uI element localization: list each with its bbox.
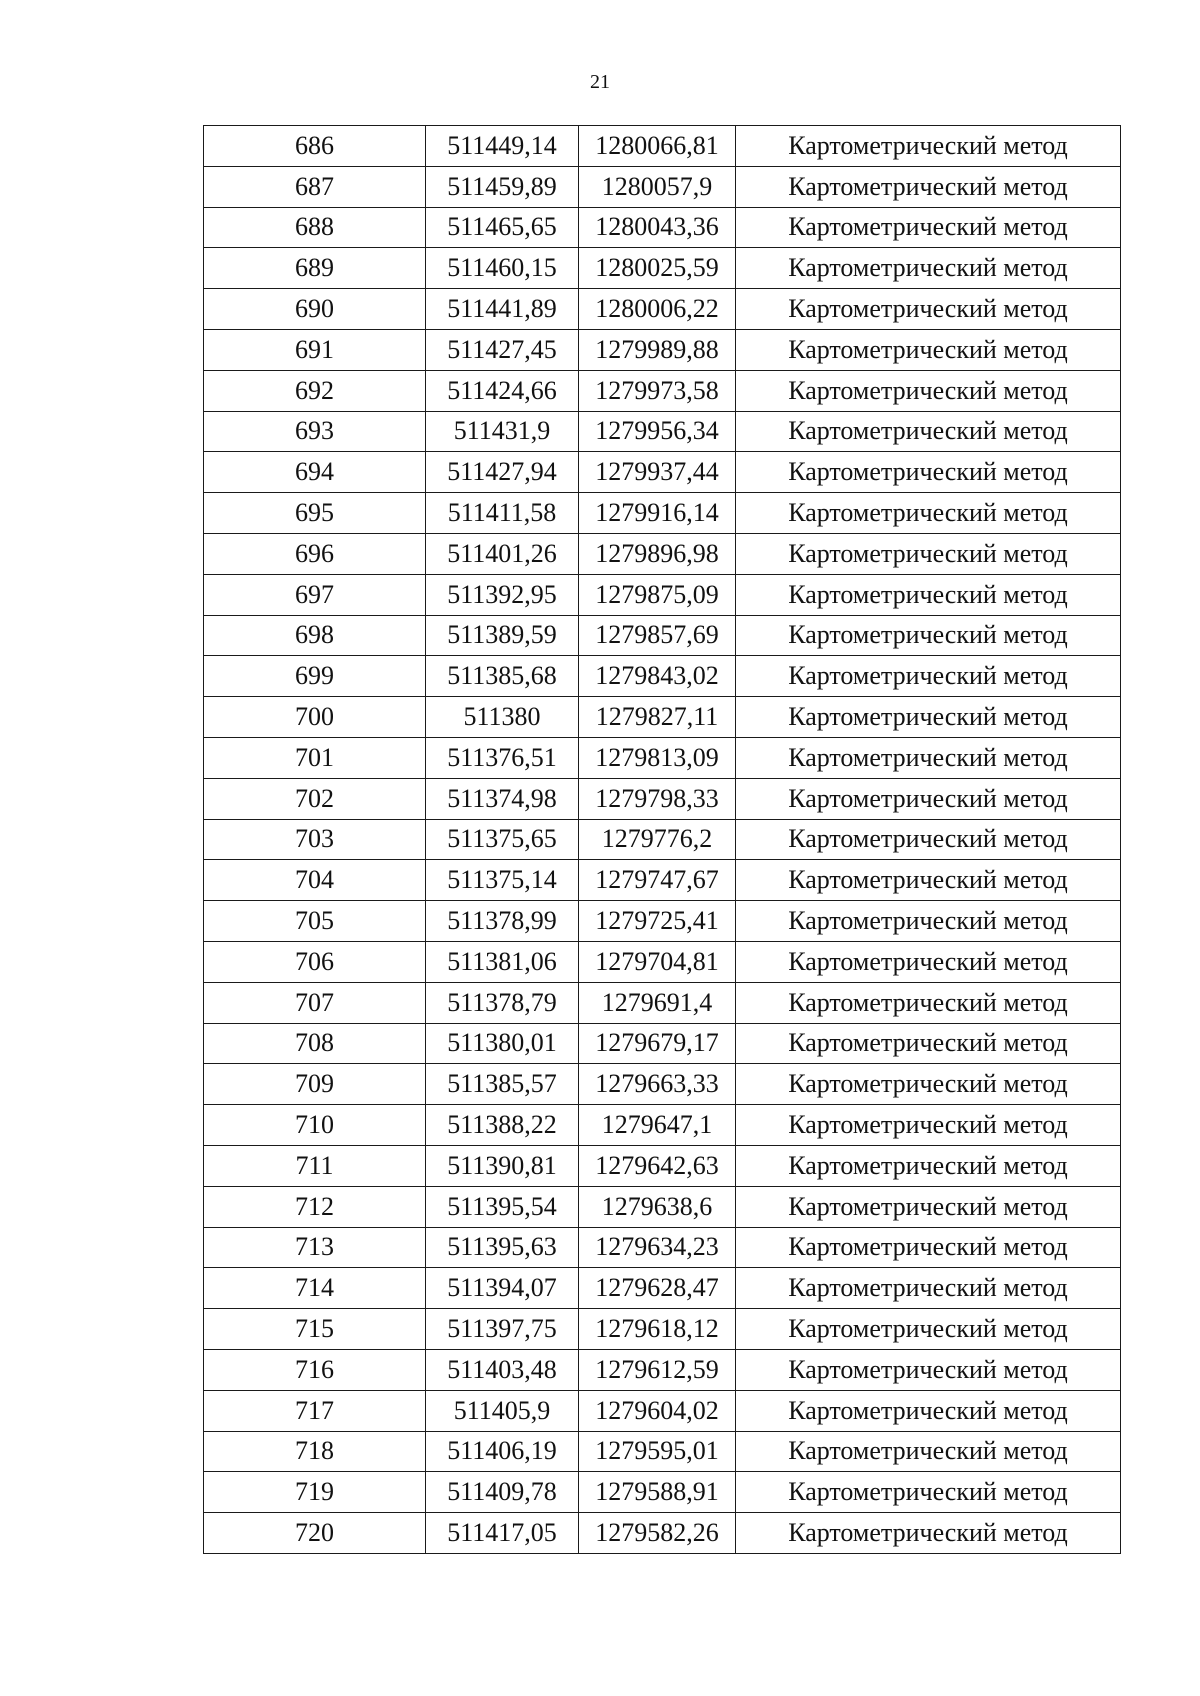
x-coordinate-cell: 511380,01 bbox=[426, 1023, 579, 1064]
table-row bbox=[204, 411, 1121, 452]
y-coordinate-cell: 1279638,6 bbox=[579, 1186, 736, 1227]
table-row bbox=[204, 1064, 1121, 1105]
table-row bbox=[204, 1227, 1121, 1268]
table-row bbox=[204, 1023, 1121, 1064]
x-coordinate-cell: 511394,07 bbox=[426, 1268, 579, 1309]
x-coordinate-cell: 511405,9 bbox=[426, 1390, 579, 1431]
point-number-cell: 709 bbox=[204, 1064, 426, 1105]
table-row bbox=[204, 126, 1121, 167]
point-number-cell: 688 bbox=[204, 207, 426, 248]
x-coordinate-cell: 511378,99 bbox=[426, 901, 579, 942]
table-row bbox=[204, 574, 1121, 615]
coordinates-table bbox=[203, 125, 1121, 1554]
method-cell: Картометрический метод bbox=[736, 1431, 1121, 1472]
y-coordinate-cell: 1279875,09 bbox=[579, 574, 736, 615]
x-coordinate-cell: 511395,63 bbox=[426, 1227, 579, 1268]
table-row bbox=[204, 1513, 1121, 1554]
x-coordinate-cell: 511441,89 bbox=[426, 289, 579, 330]
y-coordinate-cell: 1279798,33 bbox=[579, 778, 736, 819]
x-coordinate-cell: 511427,45 bbox=[426, 329, 579, 370]
point-number-cell: 714 bbox=[204, 1268, 426, 1309]
method-cell: Картометрический метод bbox=[736, 860, 1121, 901]
method-cell: Картометрический метод bbox=[736, 329, 1121, 370]
x-coordinate-cell: 511409,78 bbox=[426, 1472, 579, 1513]
point-number-cell: 700 bbox=[204, 697, 426, 738]
y-coordinate-cell: 1279896,98 bbox=[579, 533, 736, 574]
table-row bbox=[204, 819, 1121, 860]
y-coordinate-cell: 1280025,59 bbox=[579, 248, 736, 289]
point-number-cell: 717 bbox=[204, 1390, 426, 1431]
table-row bbox=[204, 329, 1121, 370]
table-row bbox=[204, 1349, 1121, 1390]
x-coordinate-cell: 511431,9 bbox=[426, 411, 579, 452]
point-number-cell: 716 bbox=[204, 1349, 426, 1390]
method-cell: Картометрический метод bbox=[736, 1513, 1121, 1554]
point-number-cell: 715 bbox=[204, 1309, 426, 1350]
method-cell: Картометрический метод bbox=[736, 1186, 1121, 1227]
y-coordinate-cell: 1279612,59 bbox=[579, 1349, 736, 1390]
method-cell: Картометрический метод bbox=[736, 1309, 1121, 1350]
point-number-cell: 704 bbox=[204, 860, 426, 901]
method-cell: Картометрический метод bbox=[736, 574, 1121, 615]
y-coordinate-cell: 1279776,2 bbox=[579, 819, 736, 860]
method-cell: Картометрический метод bbox=[736, 1064, 1121, 1105]
point-number-cell: 691 bbox=[204, 329, 426, 370]
x-coordinate-cell: 511385,68 bbox=[426, 656, 579, 697]
page-number: 21 bbox=[590, 71, 610, 93]
point-number-cell: 696 bbox=[204, 533, 426, 574]
x-coordinate-cell: 511381,06 bbox=[426, 941, 579, 982]
x-coordinate-cell: 511376,51 bbox=[426, 737, 579, 778]
method-cell: Картометрический метод bbox=[736, 737, 1121, 778]
x-coordinate-cell: 511406,19 bbox=[426, 1431, 579, 1472]
y-coordinate-cell: 1279582,26 bbox=[579, 1513, 736, 1554]
y-coordinate-cell: 1279628,47 bbox=[579, 1268, 736, 1309]
y-coordinate-cell: 1279725,41 bbox=[579, 901, 736, 942]
point-number-cell: 698 bbox=[204, 615, 426, 656]
table-row bbox=[204, 778, 1121, 819]
point-number-cell: 695 bbox=[204, 493, 426, 534]
method-cell: Картометрический метод bbox=[736, 411, 1121, 452]
table-row bbox=[204, 207, 1121, 248]
method-cell: Картометрический метод bbox=[736, 248, 1121, 289]
table-row bbox=[204, 615, 1121, 656]
x-coordinate-cell: 511403,48 bbox=[426, 1349, 579, 1390]
x-coordinate-cell: 511374,98 bbox=[426, 778, 579, 819]
y-coordinate-cell: 1280066,81 bbox=[579, 126, 736, 167]
table-row bbox=[204, 1472, 1121, 1513]
point-number-cell: 686 bbox=[204, 126, 426, 167]
point-number-cell: 701 bbox=[204, 737, 426, 778]
method-cell: Картометрический метод bbox=[736, 207, 1121, 248]
y-coordinate-cell: 1279634,23 bbox=[579, 1227, 736, 1268]
point-number-cell: 718 bbox=[204, 1431, 426, 1472]
method-cell: Картометрический метод bbox=[736, 697, 1121, 738]
y-coordinate-cell: 1279704,81 bbox=[579, 941, 736, 982]
method-cell: Картометрический метод bbox=[736, 941, 1121, 982]
table-row bbox=[204, 1105, 1121, 1146]
method-cell: Картометрический метод bbox=[736, 1227, 1121, 1268]
method-cell: Картометрический метод bbox=[736, 778, 1121, 819]
point-number-cell: 687 bbox=[204, 166, 426, 207]
x-coordinate-cell: 511380 bbox=[426, 697, 579, 738]
method-cell: Картометрический метод bbox=[736, 370, 1121, 411]
y-coordinate-cell: 1279827,11 bbox=[579, 697, 736, 738]
point-number-cell: 710 bbox=[204, 1105, 426, 1146]
point-number-cell: 697 bbox=[204, 574, 426, 615]
point-number-cell: 706 bbox=[204, 941, 426, 982]
point-number-cell: 719 bbox=[204, 1472, 426, 1513]
y-coordinate-cell: 1279747,67 bbox=[579, 860, 736, 901]
method-cell: Картометрический метод bbox=[736, 615, 1121, 656]
x-coordinate-cell: 511427,94 bbox=[426, 452, 579, 493]
method-cell: Картометрический метод bbox=[736, 819, 1121, 860]
y-coordinate-cell: 1280006,22 bbox=[579, 289, 736, 330]
method-cell: Картометрический метод bbox=[736, 533, 1121, 574]
method-cell: Картометрический метод bbox=[736, 1023, 1121, 1064]
method-cell: Картометрический метод bbox=[736, 656, 1121, 697]
method-cell: Картометрический метод bbox=[736, 452, 1121, 493]
y-coordinate-cell: 1279588,91 bbox=[579, 1472, 736, 1513]
x-coordinate-cell: 511375,14 bbox=[426, 860, 579, 901]
point-number-cell: 689 bbox=[204, 248, 426, 289]
point-number-cell: 711 bbox=[204, 1145, 426, 1186]
x-coordinate-cell: 511460,15 bbox=[426, 248, 579, 289]
table-row bbox=[204, 1268, 1121, 1309]
point-number-cell: 713 bbox=[204, 1227, 426, 1268]
point-number-cell: 690 bbox=[204, 289, 426, 330]
x-coordinate-cell: 511385,57 bbox=[426, 1064, 579, 1105]
table-row bbox=[204, 166, 1121, 207]
table-row bbox=[204, 860, 1121, 901]
x-coordinate-cell: 511459,89 bbox=[426, 166, 579, 207]
y-coordinate-cell: 1279973,58 bbox=[579, 370, 736, 411]
table-row bbox=[204, 1186, 1121, 1227]
point-number-cell: 707 bbox=[204, 982, 426, 1023]
y-coordinate-cell: 1279604,02 bbox=[579, 1390, 736, 1431]
method-cell: Картометрический метод bbox=[736, 493, 1121, 534]
table-row bbox=[204, 289, 1121, 330]
y-coordinate-cell: 1279663,33 bbox=[579, 1064, 736, 1105]
table-row bbox=[204, 1431, 1121, 1472]
table-row bbox=[204, 982, 1121, 1023]
x-coordinate-cell: 511411,58 bbox=[426, 493, 579, 534]
table-row bbox=[204, 901, 1121, 942]
y-coordinate-cell: 1279843,02 bbox=[579, 656, 736, 697]
method-cell: Картометрический метод bbox=[736, 1472, 1121, 1513]
x-coordinate-cell: 511465,65 bbox=[426, 207, 579, 248]
method-cell: Картометрический метод bbox=[736, 1390, 1121, 1431]
y-coordinate-cell: 1279956,34 bbox=[579, 411, 736, 452]
y-coordinate-cell: 1280057,9 bbox=[579, 166, 736, 207]
x-coordinate-cell: 511417,05 bbox=[426, 1513, 579, 1554]
table-row bbox=[204, 656, 1121, 697]
point-number-cell: 720 bbox=[204, 1513, 426, 1554]
x-coordinate-cell: 511395,54 bbox=[426, 1186, 579, 1227]
point-number-cell: 708 bbox=[204, 1023, 426, 1064]
table-row bbox=[204, 533, 1121, 574]
method-cell: Картометрический метод bbox=[736, 1268, 1121, 1309]
y-coordinate-cell: 1279595,01 bbox=[579, 1431, 736, 1472]
x-coordinate-cell: 511424,66 bbox=[426, 370, 579, 411]
x-coordinate-cell: 511375,65 bbox=[426, 819, 579, 860]
x-coordinate-cell: 511388,22 bbox=[426, 1105, 579, 1146]
table-row bbox=[204, 370, 1121, 411]
x-coordinate-cell: 511397,75 bbox=[426, 1309, 579, 1350]
y-coordinate-cell: 1279618,12 bbox=[579, 1309, 736, 1350]
method-cell: Картометрический метод bbox=[736, 166, 1121, 207]
x-coordinate-cell: 511449,14 bbox=[426, 126, 579, 167]
coordinates-table-body bbox=[204, 126, 1121, 1554]
table-row bbox=[204, 452, 1121, 493]
method-cell: Картометрический метод bbox=[736, 1145, 1121, 1186]
table-row bbox=[204, 697, 1121, 738]
point-number-cell: 705 bbox=[204, 901, 426, 942]
y-coordinate-cell: 1279679,17 bbox=[579, 1023, 736, 1064]
method-cell: Картометрический метод bbox=[736, 1105, 1121, 1146]
method-cell: Картометрический метод bbox=[736, 126, 1121, 167]
x-coordinate-cell: 511389,59 bbox=[426, 615, 579, 656]
point-number-cell: 693 bbox=[204, 411, 426, 452]
table-row bbox=[204, 493, 1121, 534]
point-number-cell: 694 bbox=[204, 452, 426, 493]
x-coordinate-cell: 511392,95 bbox=[426, 574, 579, 615]
y-coordinate-cell: 1279813,09 bbox=[579, 737, 736, 778]
x-coordinate-cell: 511390,81 bbox=[426, 1145, 579, 1186]
y-coordinate-cell: 1279647,1 bbox=[579, 1105, 736, 1146]
table-row bbox=[204, 248, 1121, 289]
table-row bbox=[204, 1309, 1121, 1350]
table-row bbox=[204, 737, 1121, 778]
y-coordinate-cell: 1279857,69 bbox=[579, 615, 736, 656]
x-coordinate-cell: 511401,26 bbox=[426, 533, 579, 574]
x-coordinate-cell: 511378,79 bbox=[426, 982, 579, 1023]
table-row bbox=[204, 941, 1121, 982]
y-coordinate-cell: 1279989,88 bbox=[579, 329, 736, 370]
y-coordinate-cell: 1280043,36 bbox=[579, 207, 736, 248]
y-coordinate-cell: 1279916,14 bbox=[579, 493, 736, 534]
method-cell: Картометрический метод bbox=[736, 289, 1121, 330]
y-coordinate-cell: 1279937,44 bbox=[579, 452, 736, 493]
point-number-cell: 699 bbox=[204, 656, 426, 697]
point-number-cell: 702 bbox=[204, 778, 426, 819]
table-row bbox=[204, 1390, 1121, 1431]
point-number-cell: 692 bbox=[204, 370, 426, 411]
y-coordinate-cell: 1279691,4 bbox=[579, 982, 736, 1023]
y-coordinate-cell: 1279642,63 bbox=[579, 1145, 736, 1186]
method-cell: Картометрический метод bbox=[736, 1349, 1121, 1390]
point-number-cell: 703 bbox=[204, 819, 426, 860]
method-cell: Картометрический метод bbox=[736, 982, 1121, 1023]
table-row bbox=[204, 1145, 1121, 1186]
point-number-cell: 712 bbox=[204, 1186, 426, 1227]
method-cell: Картометрический метод bbox=[736, 901, 1121, 942]
